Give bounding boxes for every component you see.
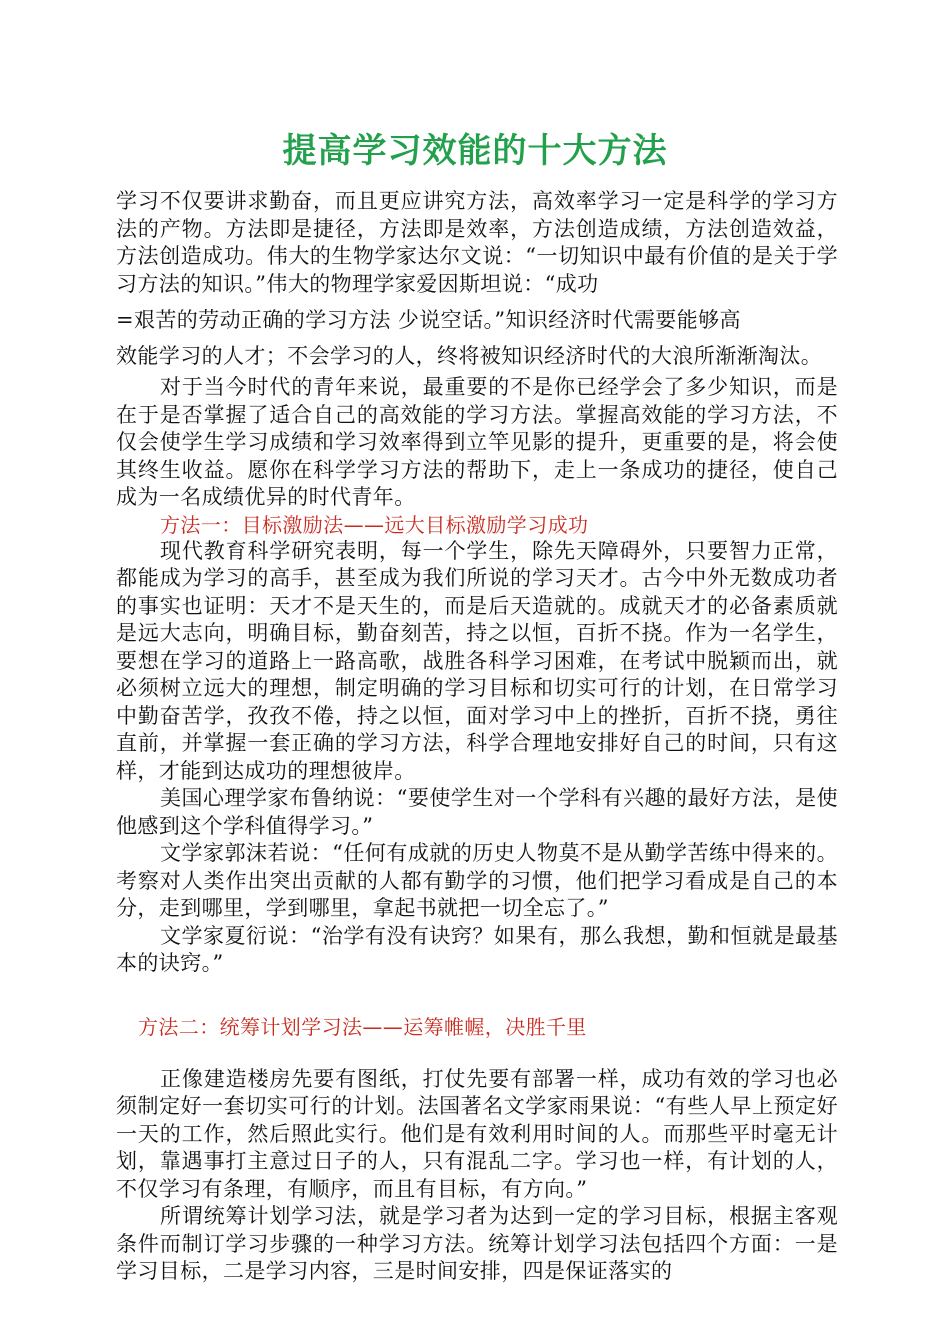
document-body [116, 188, 838, 1286]
intro-paragraph-4: 对于当今时代的青年来说，最重要的不是你已经学会了多少知识，而是在于是否掌握了适合自己的高效能的学习方法。掌握高效能的学习方法，不仅会使学生学习成绩和学习效率得到立竿见影的提升，更重要的是，将会使其终生收益。愿你在科学学习方法的帮助下，走上一条成功的捷径，使自己成为一名成绩优异的时代青年。 [116, 375, 838, 509]
document-title: 提高学习效能的十大方法 [282, 131, 668, 171]
intro-paragraph-1: 学习不仅要讲求勤奋，而且更应讲究方法，高效率学习一定是科学的学习方法的产物。方法即是捷径，方法即是效率，方法创造成绩，方法创造效益，方法创造成功。伟大的生物学家达尔文说：“一切知识中最有价值的是关于学习方法的知识。”伟大的物理学家爱因斯坦说：“成功 [116, 189, 838, 296]
method-1-paragraph-3: 文学家郭沫若说：“任何有成就的历史人物莫不是从勤学苦练中得来的。考察对人类作出突出贡献的人都有勤学的习惯，他们把学习看成是自己的本分，走到哪里，学到哪里，拿起书就把一切全忘了。” [116, 841, 838, 920]
method-1-heading: 方法一：目标激励法——远大目标激励学习成功 [160, 512, 589, 537]
method-1-paragraph-1: 现代教育科学研究表明，每一个学生，除先天障碍外，只要智力正常，都能成为学习的高手，甚至成为我们所说的学习天才。古今中外无数成功者的事实也证明：天才不是天生的，而是后天造就的。成就天才的必备素质就是远大志向，明确目标，勤奋刻苦，持之以恒，百折不挠。作为一名学生，要想在学习的道路上一路高歌，战胜各科学习困难，在考试中脱颖而出，就必须树立远大的理想，制定明确的学习目标和切实可行的计划，在日常学习中勤奋苦学，孜孜不倦，持之以恒，面对学习中上的挫折，百折不挠，勇往直前，并掌握一套正确的学习方法，科学合理地安排好自己的时间，只有这样，才能到达成功的理想彼岸。 [116, 538, 838, 783]
method-1-paragraph-4: 文学家夏衍说：“治学有没有诀窍？如果有，那么我想，勤和恒就是最基本的诀窍。” [116, 923, 838, 975]
method-2-paragraph-1: 正像建造楼房先要有图纸，打仗先要有部署一样，成功有效的学习也必须制定好一套切实可行的计划。法国著名文学家雨果说：“有些人早上预定好一天的工作，然后照此实行。他们是有效利用时间的人。而那些平时毫无计划，靠遇事打主意过日子的人，只有混乱二字。学习也一样，有计划的人，不仅学习有条理，有顺序，而且有目标，有方向。” [116, 1066, 838, 1201]
intro-paragraph-3: 效能学习的人才；不会学习的人，终将被知识经济时代的大浪所渐渐淘汰。 [116, 344, 823, 368]
intro-paragraph-formula: =艰苦的劳动正确的学习方法 少说空话。”知识经济时代需要能够高 [116, 308, 741, 332]
method-2-paragraph-2: 所谓统筹计划学习法，就是学习者为达到一定的学习目标，根据主客观条件而制订学习步骤的一种学习方法。统筹计划学习法包括四个方面：一是学习目标，二是学习内容，三是时间安排，四是保证落实的 [116, 1204, 838, 1283]
method-2-heading: 方法二：统筹计划学习法——运筹帷幄，决胜千里 [138, 1014, 587, 1039]
method-1-paragraph-2: 美国心理学家布鲁纳说：“要使学生对一个学科有兴趣的最好方法，是使他感到这个学科值得学习。” [116, 786, 838, 838]
